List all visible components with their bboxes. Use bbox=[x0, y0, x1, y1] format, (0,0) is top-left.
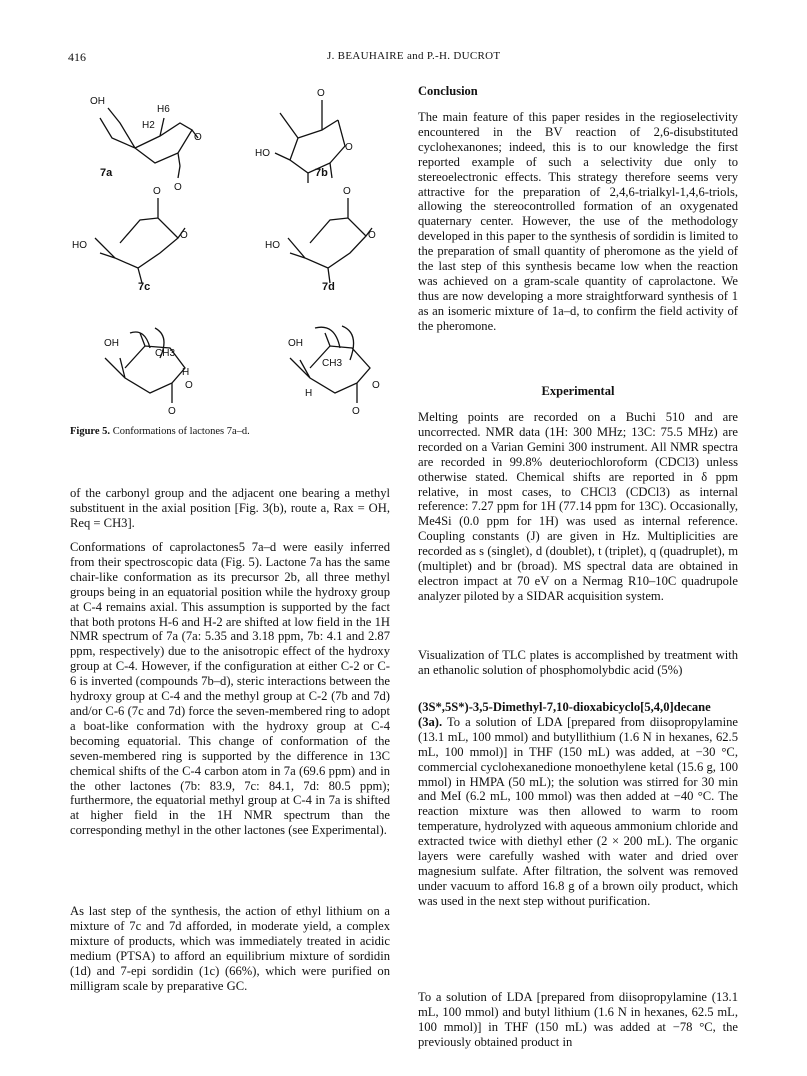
atom-o: O bbox=[345, 142, 353, 153]
running-head: J. BEAUHAIRE and P.-H. DUCROT bbox=[327, 50, 501, 62]
label-7d: 7d bbox=[322, 281, 335, 293]
atom-h: H bbox=[182, 367, 190, 378]
atom-o: O bbox=[180, 230, 188, 241]
label-7b: 7b bbox=[315, 167, 328, 179]
label-7a: 7a bbox=[100, 167, 113, 179]
atom-o: O bbox=[153, 186, 161, 197]
compound-title: (3S*,5S*)-3,5-Dimethyl-7,10-dioxabicyclo[5,4,0]decane (3a). bbox=[418, 700, 711, 729]
experimental-paragraph-3 bbox=[418, 700, 738, 909]
experimental-heading: Experimental bbox=[541, 384, 615, 398]
conclusion-text: The main feature of this paper resides in the regioselectivity encountered in the BV reaction of 2,6-disubstituted cyclohexanones; indeed, this is to our knowledge the first reported example of such a selectivity due only to stereoelectronic effects. This strategy therefore seems very attractive for the preparation of 2,4,6-trialkyl-1,4,6-triols, allowing the stereocontrolled formation of an oxygenated quaternary center. However, the use of the methodology developed in this paper to the synthesis of sordidin is limited to the preparation of small quantity of pheromone as the yield of the last step of this synthesis became low when the reaction was achieved on a gram-scale quantity of caprolactone. We thus are now developing a more straightforward synthesis of 1 as an isomeric mixture of 1a–d, to confirm the field activity of the pheromone. bbox=[418, 110, 738, 333]
atom-o: O bbox=[168, 406, 176, 417]
atom-ho: HO bbox=[72, 240, 87, 251]
caption-text: Conformations of lactones 7a–d. bbox=[110, 426, 250, 437]
atom-oh: OH bbox=[90, 96, 105, 107]
atom-o: O bbox=[194, 132, 202, 143]
compound-procedure: To a solution of LDA [prepared from diisopropylamine (13.1 mL, 100 mmol) and butyllithium (1.6 N in hexanes, 62.5 mL, 100 mmol)] in THF (150 mL) was added, at −30 °C, commercial cyclohexanedione monoethylene ketal (15.6 g, 100 mmol) in HMPA (50 mL); the solution was stirred for 30 min and MeI (6.2 mL, 100 mmol) was then added at −40 °C. The reaction mixture was then allowed to warm to room temperature, hydrolyzed with aqueous ammonium chloride and extracted twice with diethyl ether (2 × 200 mL). The organic layers were carefully washed with water and dried over magnesium sulfate. After filtration, the solvent was removed under vacuum to afford 16.8 g of a brown oily product, which was used in the next step without purification. bbox=[418, 714, 738, 908]
figure-caption bbox=[70, 426, 250, 437]
left-paragraph-2: Conformations of caprolactones5 7a–d were easily inferred from their spectroscopic data (Fig. 5). Lactone 7a has the same chair-like conformation as its precursor 2b, all three methyl groups being in an equatorial position while the hydroxy group at C-4 remains axial. This assumption is supported by the fact that both protons H-6 and H-2 are shifted at low field in the 1H NMR spectrum of 7a (7a: 5.35 and 3.18 ppm, 7b: 4.1 and 2.87 ppm, respectively) due to the anisotropic effect of the hydroxy group at C-4. However, if the configuration at either C-2 or C-6 is inverted (compounds 7b–d), steric interactions between the hydroxy group at C-4 and the methyl group at C-2 (7b and 7d) and/or C-6 (7c and 7d) force the seven-membered ring to adopt a boat-like conformation with the hydroxy group at C-4 becoming equatorial. This change of conformation of the seven-membered ring is supported by the difference in 13C chemical shifts of the C-4 carbon atom in 7a (69.6 ppm) and in the other lactones (7b: 83.9, 7c: 84.1, 7d: 80.5 ppm); furthermore, the equatorial methyl group at C-4 in 7a is shifted at higher field in the 1H NMR spectrum than the corresponding methyl in the other lactones (see Experimental). bbox=[70, 540, 390, 838]
atom-o: O bbox=[368, 230, 376, 241]
atom-o: O bbox=[185, 380, 193, 391]
figure-5 bbox=[60, 78, 400, 418]
atom-oh: OH bbox=[288, 338, 303, 349]
label-7c: 7c bbox=[138, 281, 151, 293]
experimental-paragraph-1: Melting points are recorded on a Buchi 510 and are uncorrected. NMR data (1H: 300 MHz; 13C: 75.5 MHz) are recorded on a Varian Gemini 300 instrument. All NMR spectra are recorded in 99.8% deuteriochloroform (CDCl3) unless otherwise stated. Chemical shifts are reported in δ ppm relative, in most cases, to CHCl3 (CDCl3) as internal reference: 7.27 ppm for 1H (77.14 ppm for 13C). Occasionally, Me4Si (0.0 ppm for 1H) was used as internal reference. Coupling constants (J) are given in Hz. Multiplicities are recorded as s (singlet), d (doublet), t (triplet), q (quadruplet), m (multiplet) and br (broad). MS spectral data are obtained in electron impact at 70 eV on a Nermag R10–10C quadrupole analyzer piloted by a SIDAR acquisition system. bbox=[418, 410, 738, 603]
atom-o: O bbox=[352, 406, 360, 417]
atom-o: O bbox=[317, 88, 325, 99]
left-paragraph-1: of the carbonyl group and the adjacent one bearing a methyl substituent in the axial position [Fig. 3(b), route a, Rax = OH, Req = CH3]. bbox=[70, 486, 390, 530]
experimental-paragraph-4: To a solution of LDA [prepared from diisopropylamine (13.1 mL, 100 mmol) and butyl lithium (1.6 N in hexanes, 62.5 mL, 100 mmol)] in THF (150 mL) was added at −78 °C, the previously obtained product in bbox=[418, 990, 738, 1049]
conclusion-heading: Conclusion bbox=[418, 84, 478, 98]
atom-ho: HO bbox=[255, 148, 270, 159]
atom-oh: OH bbox=[104, 338, 119, 349]
caption-label: Figure 5. bbox=[70, 426, 111, 437]
atom-h6: H6 bbox=[157, 104, 170, 115]
atom-ho: HO bbox=[265, 240, 280, 251]
atom-h2: H2 bbox=[142, 120, 155, 131]
atom-ch3: CH3 bbox=[322, 358, 343, 369]
experimental-paragraph-2: Visualization of TLC plates is accomplished by treatment with an ethanolic solution of phosphomolybdic acid (5%) bbox=[418, 648, 738, 677]
atom-o: O bbox=[372, 380, 380, 391]
left-paragraph-3: As last step of the synthesis, the action of ethyl lithium on a mixture of 7c and 7d afforded, in moderate yield, a complex mixture of products, which was immediately treated in acidic medium (PTSA) to afford an equilibrium mixture of sordidin (1d) and 7-epi sordidin (1c) (66%), which were purified on milligram scale by preparative GC. bbox=[70, 904, 390, 993]
atom-o: O bbox=[343, 186, 351, 197]
atom-ch3: CH3 bbox=[155, 348, 176, 359]
atom-o: O bbox=[174, 182, 182, 193]
page-number: 416 bbox=[68, 50, 86, 64]
atom-h: H bbox=[305, 388, 313, 399]
